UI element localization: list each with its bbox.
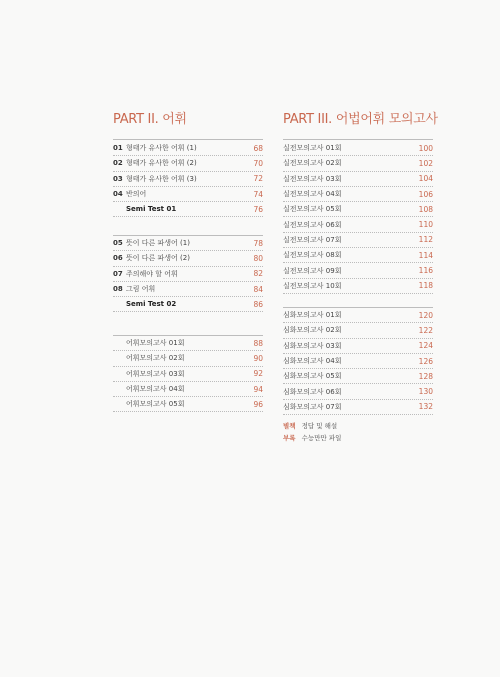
- toc-row[interactable]: [113, 187, 263, 202]
- toc-row[interactable]: [113, 236, 263, 251]
- page-number: 100: [418, 143, 433, 153]
- page-number: 114: [418, 250, 433, 260]
- toc-row[interactable]: [283, 400, 433, 415]
- page-number: 124: [418, 341, 433, 351]
- part-title: PART II. 어휘: [113, 112, 187, 127]
- toc-row[interactable]: [113, 397, 263, 412]
- page-number: 122: [418, 325, 433, 335]
- toc-row[interactable]: [113, 156, 263, 171]
- exam-title: 심화모의고사 02회: [283, 326, 342, 335]
- chapter-number: 08: [113, 285, 123, 294]
- exam-title: 심화모의고사 06회: [283, 387, 342, 396]
- supplement-text: 정답 및 해설: [301, 422, 338, 430]
- toc-row[interactable]: [113, 297, 263, 312]
- toc-row[interactable]: [283, 172, 433, 187]
- toc-group-practice: [283, 141, 433, 294]
- toc-row[interactable]: [113, 367, 263, 382]
- chapter-title: 주의해야 할 어휘: [126, 269, 178, 278]
- toc-row[interactable]: [283, 279, 433, 294]
- exam-title: 어휘모의고사 01회: [126, 339, 185, 348]
- toc-right-column: [283, 110, 438, 442]
- exam-title: 실전모의고사 08회: [283, 251, 342, 260]
- exam-title: 심화모의고사 01회: [283, 311, 342, 320]
- part-title: PART III. 어법어휘 모의고사: [283, 112, 438, 127]
- toc-row[interactable]: [113, 282, 263, 297]
- page-number: 96: [253, 399, 263, 409]
- chapter-title: 형태가 유사한 어휘 (3): [126, 174, 197, 183]
- exam-title: 심화모의고사 03회: [283, 341, 342, 350]
- exam-title: 실전모의고사 01회: [283, 144, 342, 153]
- toc-row[interactable]: [113, 172, 263, 187]
- page-number: 94: [253, 384, 263, 394]
- chapter-number: 03: [113, 174, 123, 183]
- exam-title: 어휘모의고사 03회: [126, 369, 185, 378]
- toc-row[interactable]: [113, 251, 263, 266]
- page-number: 130: [418, 387, 433, 397]
- toc-row[interactable]: [113, 267, 263, 282]
- supplement-tag: 부록: [283, 434, 296, 442]
- page-number: 126: [418, 356, 433, 366]
- supplement-item[interactable]: [283, 432, 433, 444]
- exam-title: 실전모의고사 04회: [283, 190, 342, 199]
- toc-row[interactable]: [113, 336, 263, 351]
- chapter-title: 뜻이 다른 파생어 (2): [126, 254, 190, 263]
- page-number: 72: [253, 174, 263, 184]
- chapter-title: 그림 어휘: [126, 285, 156, 294]
- page-number: 92: [253, 369, 263, 379]
- page-number: 82: [253, 269, 263, 279]
- page-number: 84: [253, 284, 263, 294]
- semi-test-title: Semi Test 02: [126, 300, 177, 309]
- page-number: 102: [418, 158, 433, 168]
- toc-left-column: [113, 110, 263, 409]
- toc-row[interactable]: [283, 354, 433, 369]
- page-number: 86: [253, 299, 263, 309]
- toc-group-3: [113, 335, 263, 412]
- title-divider: [113, 139, 263, 140]
- supplement-text: 수능만만 파일: [301, 434, 342, 442]
- page-number: 116: [418, 266, 433, 276]
- exam-title: 심화모의고사 07회: [283, 402, 342, 411]
- exam-title: 심화모의고사 04회: [283, 357, 342, 366]
- toc-row[interactable]: [283, 308, 433, 323]
- page-number: 88: [253, 338, 263, 348]
- page-number: 80: [253, 253, 263, 263]
- page-number: 112: [418, 235, 433, 245]
- toc-group-advanced: [283, 307, 433, 415]
- chapter-title: 형태가 유사한 어휘 (2): [126, 159, 197, 168]
- exam-title: 어휘모의고사 02회: [126, 354, 185, 363]
- exam-title: 실전모의고사 07회: [283, 235, 342, 244]
- exam-title: 실전모의고사 05회: [283, 205, 342, 214]
- chapter-number: 06: [113, 254, 123, 263]
- exam-title: 실전모의고사 10회: [283, 281, 342, 290]
- page-number: 104: [418, 174, 433, 184]
- toc-row[interactable]: [283, 384, 433, 399]
- page-number: 118: [418, 281, 433, 291]
- toc-row[interactable]: [283, 369, 433, 384]
- toc-row[interactable]: [283, 323, 433, 338]
- page-number: 108: [418, 204, 433, 214]
- page-number: 76: [253, 204, 263, 214]
- toc-row[interactable]: [283, 202, 433, 217]
- page-number: 74: [253, 189, 263, 199]
- semi-test-title: Semi Test 01: [126, 205, 177, 214]
- page-number: 78: [253, 238, 263, 248]
- chapter-number: 01: [113, 144, 123, 153]
- chapter-number: 05: [113, 239, 123, 248]
- page-number: 70: [253, 158, 263, 168]
- toc-row[interactable]: [283, 141, 433, 156]
- page-number: 128: [418, 371, 433, 381]
- toc-row[interactable]: [283, 248, 433, 263]
- chapter-number: 04: [113, 190, 123, 199]
- chapter-title: 뜻이 다른 파생어 (1): [126, 239, 190, 248]
- toc-row[interactable]: [283, 187, 433, 202]
- page-number: 132: [418, 402, 433, 412]
- page-number: 120: [418, 310, 433, 320]
- supplement-list: [283, 420, 433, 444]
- supplement-tag: 별책: [283, 422, 296, 430]
- page-number: 68: [253, 143, 263, 153]
- page-number: 90: [253, 353, 263, 363]
- toc-row[interactable]: [113, 351, 263, 366]
- toc-row[interactable]: [113, 202, 263, 217]
- toc-row[interactable]: [113, 141, 263, 156]
- exam-title: 실전모의고사 06회: [283, 220, 342, 229]
- exam-title: 어휘모의고사 04회: [126, 385, 185, 394]
- toc-row[interactable]: [283, 156, 433, 171]
- exam-title: 실전모의고사 02회: [283, 159, 342, 168]
- toc-row[interactable]: [283, 339, 433, 354]
- chapter-title: 반의어: [126, 190, 147, 199]
- toc-row[interactable]: [283, 217, 433, 232]
- toc-row[interactable]: [283, 233, 433, 248]
- toc-group-2: [113, 235, 263, 312]
- title-divider: [283, 139, 433, 140]
- exam-title: 어휘모의고사 05회: [126, 400, 185, 409]
- exam-title: 심화모의고사 05회: [283, 372, 342, 381]
- toc-row[interactable]: [283, 263, 433, 278]
- exam-title: 실전모의고사 03회: [283, 174, 342, 183]
- toc-row[interactable]: [113, 382, 263, 397]
- page-number: 110: [418, 220, 433, 230]
- exam-title: 실전모의고사 09회: [283, 266, 342, 275]
- toc-group-1: [113, 141, 263, 217]
- chapter-number: 07: [113, 269, 123, 278]
- chapter-title: 형태가 유사한 어휘 (1): [126, 144, 197, 153]
- page-number: 106: [418, 189, 433, 199]
- supplement-item[interactable]: [283, 420, 433, 432]
- chapter-number: 02: [113, 159, 123, 168]
